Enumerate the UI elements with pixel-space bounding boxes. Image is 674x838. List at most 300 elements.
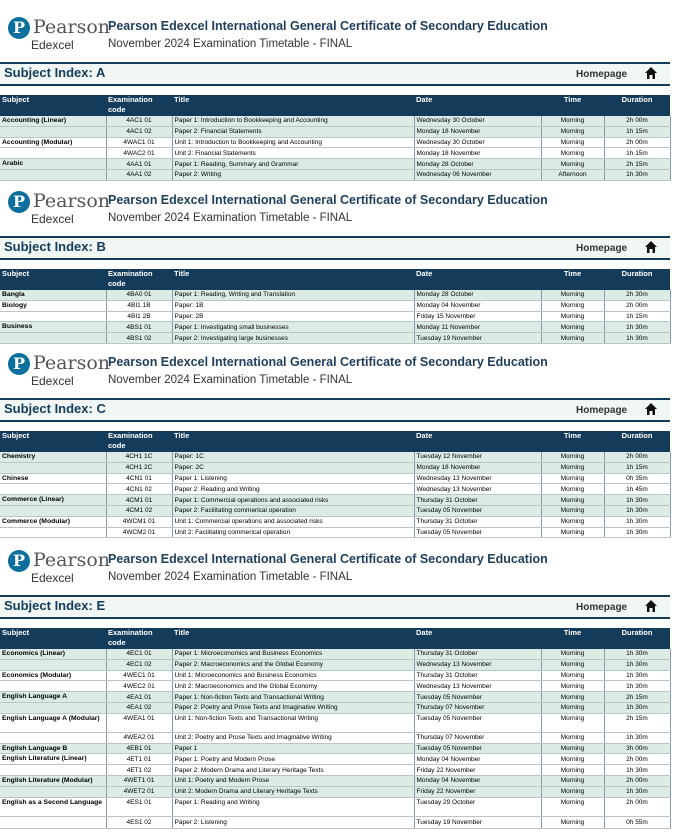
code-cell: 4AC1 02: [106, 126, 172, 137]
date-cell: Wednesday 06 November: [414, 169, 541, 180]
code-cell: 4EC1 01: [106, 649, 172, 659]
code-cell: 4WET2 01: [106, 786, 172, 797]
table-row: [0, 670, 670, 681]
table-row: [0, 516, 670, 527]
subject-cell: Business: [0, 322, 106, 333]
time-cell: Morning: [541, 527, 604, 538]
subject-index-title: Subject Index: A: [4, 65, 106, 80]
duration-cell: 1h 30m: [604, 702, 670, 713]
code-cell: 4EC1 02: [106, 659, 172, 670]
title-cell: Unit 1: Poetry and Modern Prose: [172, 775, 414, 786]
title-cell: Paper: 2C: [172, 462, 414, 473]
duration-cell: 1h 30m: [604, 169, 670, 180]
table-row: [0, 754, 670, 765]
duration-cell: 1h 15m: [604, 148, 670, 159]
subject-cell: Accounting (Modular): [0, 137, 106, 148]
title-cell: Unit 2: Financial Statements: [172, 148, 414, 159]
time-cell: Morning: [541, 659, 604, 670]
document-title: Pearson Edexcel International General Certificate of Secondary Education: [108, 355, 548, 369]
duration-cell: 1h 30m: [604, 322, 670, 333]
homepage-link[interactable]: Homepage: [576, 243, 628, 254]
title-cell: Unit 2: Macroeconomics and the Global Economy: [172, 681, 414, 692]
column-header: Date: [414, 431, 541, 452]
title-cell: Unit 2: Modern Drama and Literary Heritage Texts: [172, 786, 414, 797]
title-cell: Unit 1: Introduction to Bookkeeping and Accounting: [172, 137, 414, 148]
duration-cell: 2h 15m: [604, 692, 670, 703]
code-cell: 4ES1 02: [106, 816, 172, 828]
column-header: Examination code: [106, 95, 172, 116]
title-cell: Paper 1: Introduction to Bookkeeping and Accounting: [172, 116, 414, 126]
pearson-logo: [5, 547, 111, 589]
time-cell: Morning: [541, 765, 604, 776]
duration-cell: 1h 30m: [604, 732, 670, 743]
code-cell: 4WEA1 01: [106, 713, 172, 732]
code-cell: 4ET1 02: [106, 765, 172, 776]
title-cell: Paper: 2B: [172, 311, 414, 322]
duration-cell: 1h 30m: [604, 659, 670, 670]
logo-edexcel-text: Edexcel: [31, 38, 74, 52]
title-cell: Paper 2: Listening: [172, 816, 414, 828]
logo-edexcel-text: Edexcel: [31, 571, 74, 585]
subject-cell: Chinese: [0, 473, 106, 484]
title-cell: Paper 2: Poetry and Prose Texts and Imaginative Writing: [172, 702, 414, 713]
title-cell: Paper: 1B: [172, 300, 414, 311]
table-row: [0, 702, 670, 713]
code-cell: 4BS1 01: [106, 322, 172, 333]
subject-cell: Bangla: [0, 290, 106, 300]
date-cell: Monday 28 October: [414, 159, 541, 170]
date-cell: Wednesday 30 October: [414, 116, 541, 126]
subject-cell: [0, 311, 106, 322]
date-cell: Thursday 31 October: [414, 670, 541, 681]
duration-cell: 1h 15m: [604, 311, 670, 322]
date-cell: Monday 11 November: [414, 322, 541, 333]
duration-cell: 1h 30m: [604, 333, 670, 344]
code-cell: 4CN1 02: [106, 484, 172, 495]
time-cell: Morning: [541, 333, 604, 344]
subject-cell: Biology: [0, 300, 106, 311]
subject-cell: Commerce (Modular): [0, 516, 106, 527]
code-cell: 4BA0 01: [106, 290, 172, 300]
code-cell: 4AC1 01: [106, 116, 172, 126]
document-subtitle: November 2024 Examination Timetable - FINAL: [108, 571, 353, 583]
subject-cell: Economics (Modular): [0, 670, 106, 681]
code-cell: 4EB1 01: [106, 743, 172, 754]
homepage-link[interactable]: Homepage: [576, 602, 628, 613]
table-row: [0, 452, 670, 462]
date-cell: Tuesday 05 November: [414, 743, 541, 754]
table-row: [0, 816, 670, 828]
subject-cell: [0, 816, 106, 828]
time-cell: Morning: [541, 126, 604, 137]
code-cell: 4ES1 01: [106, 797, 172, 816]
subject-index-bar: [0, 595, 670, 619]
duration-cell: 1h 30m: [604, 649, 670, 659]
code-cell: 4WEC2 01: [106, 681, 172, 692]
duration-cell: 1h 30m: [604, 670, 670, 681]
timetable-table: [0, 628, 670, 829]
date-cell: Monday 04 November: [414, 775, 541, 786]
code-cell: 4WCM2 01: [106, 527, 172, 538]
duration-cell: 2h 15m: [604, 159, 670, 170]
time-cell: Morning: [541, 148, 604, 159]
date-cell: Thursday 07 November: [414, 732, 541, 743]
logo-letter: P: [12, 354, 26, 373]
table-row: [0, 473, 670, 484]
table-row: [0, 713, 670, 732]
timetable-table: [0, 269, 670, 344]
pearson-logo: [5, 350, 111, 392]
date-cell: Monday 04 November: [414, 300, 541, 311]
subject-cell: [0, 702, 106, 713]
column-header: Title: [172, 95, 414, 116]
time-cell: Morning: [541, 816, 604, 828]
code-cell: 4CM1 01: [106, 495, 172, 506]
column-header: Title: [172, 431, 414, 452]
title-cell: Paper 1: Poetry and Modern Prose: [172, 754, 414, 765]
title-cell: Paper: 1C: [172, 452, 414, 462]
code-cell: 4CH1 2C: [106, 462, 172, 473]
title-cell: Unit 1: Commercial operations and associated risks: [172, 516, 414, 527]
column-header: Subject: [0, 628, 106, 649]
subject-index-bar: [0, 236, 670, 260]
column-header: Duration: [604, 431, 670, 452]
subject-cell: Arabic: [0, 159, 106, 170]
column-header: Time: [541, 95, 604, 116]
home-icon[interactable]: [644, 66, 658, 80]
code-cell: 4EA1 01: [106, 692, 172, 703]
subject-index-bar: [0, 62, 670, 86]
time-cell: Morning: [541, 702, 604, 713]
logo-letter: P: [12, 551, 26, 570]
duration-cell: 1h 15m: [604, 126, 670, 137]
column-header: Time: [541, 628, 604, 649]
title-cell: Paper 1: Listening: [172, 473, 414, 484]
duration-cell: 1h 30m: [604, 527, 670, 538]
column-header: Date: [414, 628, 541, 649]
time-cell: Morning: [541, 495, 604, 506]
column-header: Title: [172, 269, 414, 290]
section-3: [0, 533, 674, 826]
table-row: [0, 732, 670, 743]
subject-cell: English Language B: [0, 743, 106, 754]
title-cell: Paper 1: Investigating small businesses: [172, 322, 414, 333]
subject-cell: [0, 126, 106, 137]
timetable-table: [0, 431, 670, 538]
duration-cell: 0h 55m: [604, 816, 670, 828]
title-cell: Paper 1: Reading and Writing: [172, 797, 414, 816]
table-row: [0, 159, 670, 170]
time-cell: Morning: [541, 159, 604, 170]
date-cell: Tuesday 12 November: [414, 452, 541, 462]
subject-cell: English Language A: [0, 692, 106, 703]
date-cell: Friday 15 November: [414, 311, 541, 322]
time-cell: Morning: [541, 322, 604, 333]
duration-cell: 1h 30m: [604, 786, 670, 797]
subject-cell: English as a Second Language: [0, 797, 106, 816]
time-cell: Morning: [541, 505, 604, 516]
section-1: [0, 174, 674, 342]
date-cell: Friday 22 November: [414, 765, 541, 776]
table-row: [0, 462, 670, 473]
logo-letter: P: [12, 192, 26, 211]
time-cell: Morning: [541, 775, 604, 786]
table-row: [0, 681, 670, 692]
subject-cell: English Literature (Modular): [0, 775, 106, 786]
column-header: Duration: [604, 628, 670, 649]
code-cell: 4CH1 1C: [106, 452, 172, 462]
code-cell: 4WET1 01: [106, 775, 172, 786]
title-cell: Paper 2: Writing: [172, 169, 414, 180]
date-cell: Friday 22 November: [414, 786, 541, 797]
subject-index-title: Subject Index: B: [4, 239, 106, 254]
subject-cell: English Literature (Linear): [0, 754, 106, 765]
column-header: Time: [541, 431, 604, 452]
duration-cell: 1h 15m: [604, 462, 670, 473]
title-cell: Paper 1: Microeconomics and Business Economics: [172, 649, 414, 659]
code-cell: 4WEA2 01: [106, 732, 172, 743]
home-icon[interactable]: [644, 240, 658, 254]
table-row: [0, 659, 670, 670]
document-title: Pearson Edexcel International General Certificate of Secondary Education: [108, 193, 548, 207]
title-cell: Paper 2: Investigating large businesses: [172, 333, 414, 344]
subject-cell: English Language A (Modular): [0, 713, 106, 732]
table-row: [0, 786, 670, 797]
date-cell: Wednesday 13 November: [414, 659, 541, 670]
subject-cell: [0, 765, 106, 776]
logo-letter: P: [12, 18, 26, 37]
time-cell: Morning: [541, 311, 604, 322]
time-cell: Morning: [541, 797, 604, 816]
time-cell: Morning: [541, 137, 604, 148]
date-cell: Tuesday 05 November: [414, 527, 541, 538]
logo-edexcel-text: Edexcel: [31, 212, 74, 226]
code-cell: 4WCM1 01: [106, 516, 172, 527]
duration-cell: 1h 30m: [604, 765, 670, 776]
code-cell: 4BI1 2B: [106, 311, 172, 322]
code-cell: 4WEC1 01: [106, 670, 172, 681]
title-cell: Unit 1: Non-fiction Texts and Transactional Writing: [172, 713, 414, 732]
title-cell: Paper 2: Modern Drama and Literary Heritage Texts: [172, 765, 414, 776]
time-cell: Morning: [541, 516, 604, 527]
table-row: [0, 126, 670, 137]
table-row: [0, 290, 670, 300]
homepage-link[interactable]: Homepage: [576, 405, 628, 416]
table-row: [0, 322, 670, 333]
time-cell: Morning: [541, 290, 604, 300]
date-cell: Monday 18 November: [414, 462, 541, 473]
date-cell: Wednesday 13 November: [414, 473, 541, 484]
duration-cell: 1h 30m: [604, 516, 670, 527]
column-header: Date: [414, 269, 541, 290]
timetable-table: [0, 95, 670, 181]
subject-cell: [0, 786, 106, 797]
title-cell: Paper 1: Non-fiction Texts and Transactional Writing: [172, 692, 414, 703]
column-header: Duration: [604, 95, 670, 116]
column-header: Subject: [0, 269, 106, 290]
subject-cell: [0, 681, 106, 692]
column-header: Time: [541, 269, 604, 290]
table-row: [0, 311, 670, 322]
table-row: [0, 743, 670, 754]
time-cell: Morning: [541, 649, 604, 659]
time-cell: Morning: [541, 732, 604, 743]
home-icon[interactable]: [644, 402, 658, 416]
subject-cell: [0, 659, 106, 670]
duration-cell: 3h 00m: [604, 743, 670, 754]
document-subtitle: November 2024 Examination Timetable - FINAL: [108, 374, 353, 386]
logo-pearson-text: Pearson: [33, 352, 111, 374]
time-cell: Morning: [541, 462, 604, 473]
title-cell: Unit 2: Facilitating commerical operation: [172, 527, 414, 538]
duration-cell: 2h 30m: [604, 290, 670, 300]
duration-cell: 2h 15m: [604, 713, 670, 732]
title-cell: Paper 1: [172, 743, 414, 754]
logo-pearson-text: Pearson: [33, 190, 111, 212]
title-cell: Paper 2: Reading and Writing: [172, 484, 414, 495]
subject-cell: Economics (Linear): [0, 649, 106, 659]
code-cell: 4AA1 02: [106, 169, 172, 180]
section-0: [0, 0, 674, 179]
code-cell: 4BI1 1B: [106, 300, 172, 311]
date-cell: Wednesday 13 November: [414, 681, 541, 692]
page-header: [0, 533, 674, 591]
time-cell: Morning: [541, 754, 604, 765]
date-cell: Tuesday 29 October: [414, 797, 541, 816]
homepage-link[interactable]: Homepage: [576, 69, 628, 80]
date-cell: Thursday 31 October: [414, 649, 541, 659]
column-header: Subject: [0, 431, 106, 452]
time-cell: Morning: [541, 484, 604, 495]
document-title: Pearson Edexcel International General Certificate of Secondary Education: [108, 552, 548, 566]
title-cell: Paper 2: Macroeconomics and the Global Economy: [172, 659, 414, 670]
time-cell: Afternoon: [541, 169, 604, 180]
date-cell: Monday 18 November: [414, 148, 541, 159]
code-cell: 4CN1 01: [106, 473, 172, 484]
title-cell: Paper 2: Facilitating commerical operation: [172, 505, 414, 516]
column-header: Examination code: [106, 269, 172, 290]
page-header: [0, 174, 674, 232]
document-title: Pearson Edexcel International General Certificate of Secondary Education: [108, 19, 548, 33]
time-cell: Morning: [541, 452, 604, 462]
date-cell: Tuesday 05 November: [414, 505, 541, 516]
pearson-logo: [5, 14, 111, 56]
table-row: [0, 649, 670, 659]
code-cell: 4AA1 01: [106, 159, 172, 170]
subject-index-bar: [0, 398, 670, 422]
date-cell: Tuesday 05 November: [414, 692, 541, 703]
time-cell: Morning: [541, 670, 604, 681]
date-cell: Tuesday 19 November: [414, 333, 541, 344]
date-cell: Thursday 31 October: [414, 495, 541, 506]
table-row: [0, 116, 670, 126]
logo-pearson-text: Pearson: [33, 16, 111, 38]
subject-cell: [0, 462, 106, 473]
column-header: Date: [414, 95, 541, 116]
subject-index-title: Subject Index: C: [4, 401, 106, 416]
code-cell: 4CM1 02: [106, 505, 172, 516]
duration-cell: 2h 00m: [604, 116, 670, 126]
time-cell: Morning: [541, 713, 604, 732]
subject-cell: [0, 505, 106, 516]
duration-cell: 2h 00m: [604, 797, 670, 816]
table-row: [0, 495, 670, 506]
date-cell: Wednesday 13 November: [414, 484, 541, 495]
date-cell: Tuesday 19 November: [414, 816, 541, 828]
duration-cell: 1h 45m: [604, 484, 670, 495]
table-row: [0, 775, 670, 786]
duration-cell: 2h 00m: [604, 300, 670, 311]
column-header: Examination code: [106, 431, 172, 452]
title-cell: Unit 2: Poetry and Prose Texts and Imaginative Writing: [172, 732, 414, 743]
date-cell: Monday 18 November: [414, 126, 541, 137]
table-row: [0, 137, 670, 148]
duration-cell: 2h 00m: [604, 775, 670, 786]
subject-cell: [0, 732, 106, 743]
table-row: [0, 505, 670, 516]
column-header: Title: [172, 628, 414, 649]
duration-cell: 1h 30m: [604, 495, 670, 506]
duration-cell: 2h 00m: [604, 452, 670, 462]
title-cell: Paper 1: Reading, Summary and Grammar: [172, 159, 414, 170]
document-subtitle: November 2024 Examination Timetable - FINAL: [108, 212, 353, 224]
time-cell: Morning: [541, 116, 604, 126]
subject-cell: Accounting (Linear): [0, 116, 106, 126]
time-cell: Morning: [541, 473, 604, 484]
title-cell: Unit 1: Microeconomics and Business Economics: [172, 670, 414, 681]
column-header: Examination code: [106, 628, 172, 649]
title-cell: Paper 2: Financial Statements: [172, 126, 414, 137]
document-subtitle: November 2024 Examination Timetable - FINAL: [108, 38, 353, 50]
time-cell: Morning: [541, 786, 604, 797]
table-row: [0, 148, 670, 159]
table-row: [0, 692, 670, 703]
time-cell: Morning: [541, 681, 604, 692]
logo-edexcel-text: Edexcel: [31, 374, 74, 388]
time-cell: Morning: [541, 300, 604, 311]
table-row: [0, 765, 670, 776]
subject-index-title: Subject Index: E: [4, 598, 106, 613]
code-cell: 4WAC2 01: [106, 148, 172, 159]
page-header: [0, 336, 674, 394]
subject-cell: [0, 484, 106, 495]
code-cell: 4WAC1 01: [106, 137, 172, 148]
date-cell: Thursday 31 October: [414, 516, 541, 527]
column-header: Subject: [0, 95, 106, 116]
time-cell: Morning: [541, 743, 604, 754]
duration-cell: 1h 30m: [604, 505, 670, 516]
table-row: [0, 300, 670, 311]
page-header: [0, 0, 674, 58]
code-cell: 4EA1 02: [106, 702, 172, 713]
duration-cell: 1h 30m: [604, 681, 670, 692]
subject-cell: [0, 148, 106, 159]
title-cell: Paper 1: Reading, Writing and Translation: [172, 290, 414, 300]
section-2: [0, 336, 674, 536]
pearson-logo: [5, 188, 111, 230]
subject-cell: Commerce (Linear): [0, 495, 106, 506]
column-header: Duration: [604, 269, 670, 290]
home-icon[interactable]: [644, 599, 658, 613]
duration-cell: 0h 35m: [604, 473, 670, 484]
title-cell: Paper 1: Commercial operations and associated risks: [172, 495, 414, 506]
logo-pearson-text: Pearson: [33, 549, 111, 571]
table-row: [0, 484, 670, 495]
date-cell: Tuesday 05 November: [414, 713, 541, 732]
time-cell: Morning: [541, 692, 604, 703]
code-cell: 4BS1 02: [106, 333, 172, 344]
subject-cell: Chemistry: [0, 452, 106, 462]
